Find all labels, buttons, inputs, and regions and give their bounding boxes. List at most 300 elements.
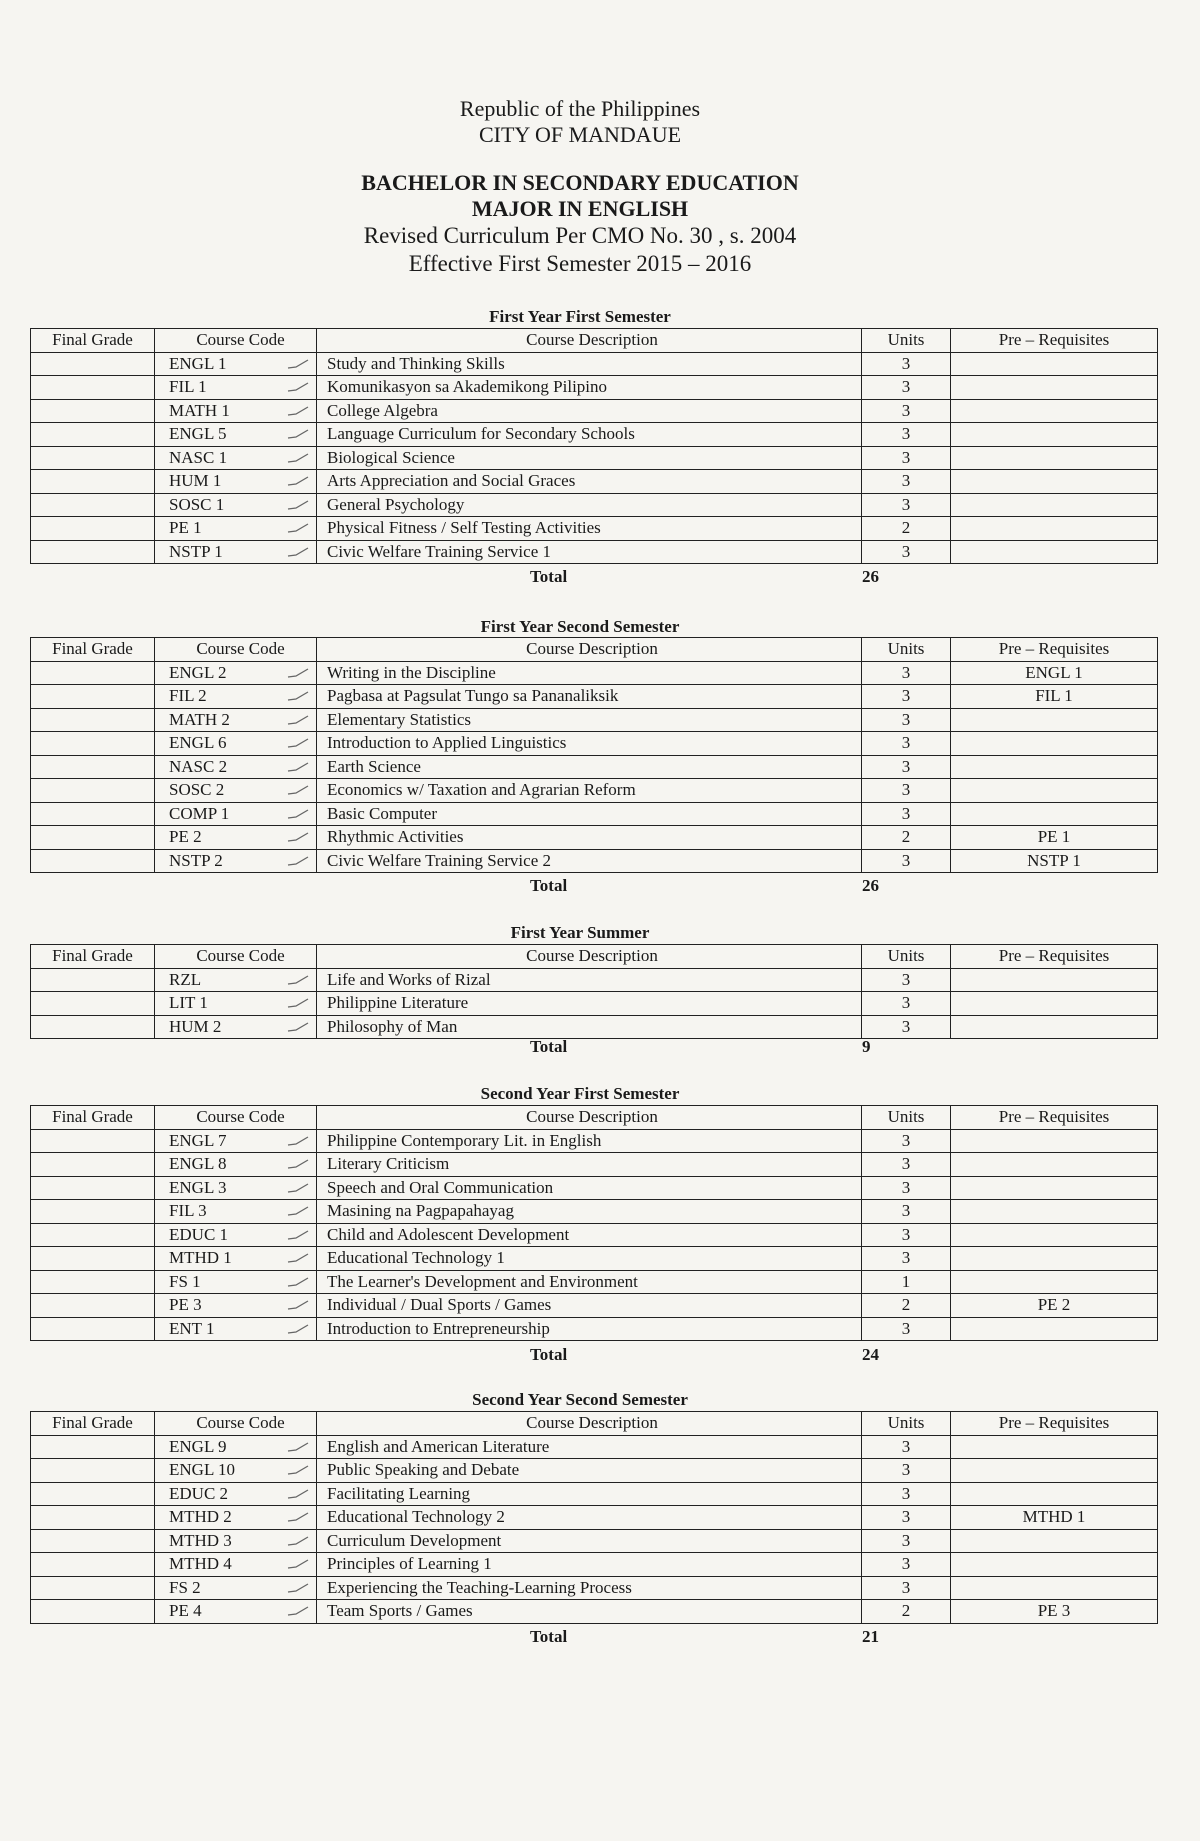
table-header-row	[31, 1106, 1158, 1130]
course-description: Public Speaking and Debate	[317, 1459, 862, 1483]
table-row	[31, 1270, 1158, 1294]
course-units: 3	[862, 1176, 951, 1200]
semester-title: First Year First Semester	[489, 307, 671, 326]
course-prerequisite	[951, 352, 1158, 376]
check-mark-icon	[286, 1252, 310, 1264]
semester-title: First Year Summer	[510, 923, 650, 942]
total-row	[0, 1345, 1160, 1367]
table-header-row	[31, 329, 1158, 353]
course-description: Arts Appreciation and Social Graces	[317, 470, 862, 494]
table-row	[31, 1553, 1158, 1577]
col-units: Units	[862, 1412, 951, 1436]
course-code: MATH 1	[169, 400, 230, 420]
course-units: 3	[862, 1435, 951, 1459]
final-grade-cell	[31, 1247, 155, 1271]
course-code-cell	[155, 1529, 317, 1553]
course-description: Komunikasyon sa Akademikong Pilipino	[317, 376, 862, 400]
course-code: ENGL 8	[169, 1154, 227, 1174]
course-prerequisite	[951, 1317, 1158, 1341]
course-units: 3	[862, 708, 951, 732]
total-label: Total	[530, 1037, 568, 1056]
total-label: Total	[530, 1345, 568, 1364]
table-header-row	[31, 1412, 1158, 1436]
course-code: PE 1	[169, 518, 202, 538]
revision-line: Revised Curriculum Per CMO No. 30 , s. 2004	[363, 223, 797, 248]
course-code: PE 2	[169, 827, 202, 847]
col-course-description: Course Description	[317, 638, 862, 662]
col-course-code: Course Code	[155, 1106, 317, 1130]
final-grade-cell	[31, 1153, 155, 1177]
course-prerequisite	[951, 992, 1158, 1016]
course-code-cell	[155, 540, 317, 564]
final-grade-cell	[31, 1506, 155, 1530]
course-code-cell	[155, 826, 317, 850]
course-code-cell	[155, 1223, 317, 1247]
check-mark-icon	[286, 546, 310, 558]
check-mark-icon	[286, 428, 310, 440]
course-code: HUM 2	[169, 1016, 222, 1036]
table-row	[31, 1600, 1158, 1624]
check-mark-icon	[286, 808, 310, 820]
course-description: Introduction to Applied Linguistics	[317, 732, 862, 756]
course-units: 3	[862, 755, 951, 779]
final-grade-cell	[31, 1294, 155, 1318]
final-grade-cell	[31, 1529, 155, 1553]
check-mark-icon	[286, 452, 310, 464]
total-units: 24	[862, 1345, 879, 1364]
table-row	[31, 352, 1158, 376]
course-code-cell	[155, 1600, 317, 1624]
course-code-cell	[155, 1459, 317, 1483]
course-units: 3	[862, 376, 951, 400]
table-row	[31, 968, 1158, 992]
course-description: Civic Welfare Training Service 1	[317, 540, 862, 564]
course-units: 3	[862, 968, 951, 992]
course-units: 3	[862, 470, 951, 494]
course-description: Pagbasa at Pagsulat Tungo sa Pananaliksik	[317, 685, 862, 709]
final-grade-cell	[31, 802, 155, 826]
course-code-cell	[155, 1129, 317, 1153]
final-grade-cell	[31, 755, 155, 779]
table-row	[31, 661, 1158, 685]
course-code-cell	[155, 493, 317, 517]
final-grade-cell	[31, 1435, 155, 1459]
course-code: FS 2	[169, 1577, 201, 1597]
course-code: PE 4	[169, 1601, 202, 1621]
table-row	[31, 1129, 1158, 1153]
col-units: Units	[862, 638, 951, 662]
course-code-cell	[155, 1506, 317, 1530]
col-prerequisites: Pre – Requisites	[951, 329, 1158, 353]
course-code-cell	[155, 446, 317, 470]
table-row	[31, 685, 1158, 709]
table-row	[31, 755, 1158, 779]
course-prerequisite	[951, 1015, 1158, 1039]
course-code-cell	[155, 1553, 317, 1577]
course-code-cell	[155, 685, 317, 709]
major-title: MAJOR IN ENGLISH	[471, 196, 689, 221]
check-mark-icon	[286, 1182, 310, 1194]
total-label: Total	[530, 567, 568, 586]
check-mark-icon	[286, 405, 310, 417]
col-units: Units	[862, 945, 951, 969]
course-prerequisite	[951, 493, 1158, 517]
course-code: RZL	[169, 969, 202, 989]
final-grade-cell	[31, 1600, 155, 1624]
course-prerequisite	[951, 540, 1158, 564]
course-units: 3	[862, 1459, 951, 1483]
total-row	[0, 1037, 1160, 1059]
course-units: 2	[862, 826, 951, 850]
course-units: 3	[862, 1129, 951, 1153]
course-table	[30, 637, 1158, 873]
course-code: FS 1	[169, 1271, 201, 1291]
course-code-cell	[155, 1294, 317, 1318]
course-prerequisite: ENGL 1	[951, 661, 1158, 685]
semester-title: First Year Second Semester	[480, 617, 680, 636]
total-row	[0, 876, 1160, 898]
course-code-cell	[155, 1435, 317, 1459]
course-prerequisite	[951, 802, 1158, 826]
total-row	[0, 1627, 1160, 1649]
table-row	[31, 1247, 1158, 1271]
check-mark-icon	[286, 784, 310, 796]
final-grade-cell	[31, 685, 155, 709]
check-mark-icon	[286, 761, 310, 773]
table-row	[31, 1015, 1158, 1039]
course-description: Experiencing the Teaching-Learning Process	[317, 1576, 862, 1600]
final-grade-cell	[31, 1553, 155, 1577]
check-mark-icon	[286, 1276, 310, 1288]
course-units: 3	[862, 423, 951, 447]
course-prerequisite	[951, 1270, 1158, 1294]
course-units: 3	[862, 1223, 951, 1247]
check-mark-icon	[286, 1323, 310, 1335]
final-grade-cell	[31, 1129, 155, 1153]
course-description: Study and Thinking Skills	[317, 352, 862, 376]
course-description: Literary Criticism	[317, 1153, 862, 1177]
table-row	[31, 446, 1158, 470]
final-grade-cell	[31, 1459, 155, 1483]
course-code: PE 3	[169, 1295, 202, 1315]
course-description: Philosophy of Man	[317, 1015, 862, 1039]
final-grade-cell	[31, 517, 155, 541]
table-row	[31, 1294, 1158, 1318]
final-grade-cell	[31, 1482, 155, 1506]
course-description: Educational Technology 2	[317, 1506, 862, 1530]
course-code-cell	[155, 661, 317, 685]
course-table	[30, 944, 1158, 1039]
table-row	[31, 779, 1158, 803]
course-units: 3	[862, 992, 951, 1016]
course-units: 3	[862, 1506, 951, 1530]
course-prerequisite: PE 3	[951, 1600, 1158, 1624]
course-code: MTHD 1	[169, 1248, 232, 1268]
table-row	[31, 849, 1158, 873]
final-grade-cell	[31, 661, 155, 685]
course-code-cell	[155, 779, 317, 803]
course-description: Masining na Pagpapahayag	[317, 1200, 862, 1224]
course-units: 2	[862, 1600, 951, 1624]
course-prerequisite	[951, 517, 1158, 541]
course-code: MATH 2	[169, 709, 230, 729]
course-units: 3	[862, 540, 951, 564]
course-prerequisite	[951, 399, 1158, 423]
col-course-code: Course Code	[155, 638, 317, 662]
course-prerequisite	[951, 1129, 1158, 1153]
check-mark-icon	[286, 855, 310, 867]
course-prerequisite	[951, 1459, 1158, 1483]
col-final-grade: Final Grade	[31, 638, 155, 662]
course-table	[30, 1411, 1158, 1624]
total-label: Total	[530, 876, 568, 895]
course-code-cell	[155, 1176, 317, 1200]
final-grade-cell	[31, 1576, 155, 1600]
final-grade-cell	[31, 352, 155, 376]
effective-line: Effective First Semester 2015 – 2016	[408, 251, 752, 276]
check-mark-icon	[286, 1511, 310, 1523]
course-description: Introduction to Entrepreneurship	[317, 1317, 862, 1341]
course-units: 3	[862, 493, 951, 517]
col-units: Units	[862, 329, 951, 353]
course-prerequisite	[951, 1435, 1158, 1459]
final-grade-cell	[31, 992, 155, 1016]
course-code-cell	[155, 1247, 317, 1271]
course-code: EDUC 2	[169, 1483, 229, 1503]
course-prerequisite	[951, 1576, 1158, 1600]
course-prerequisite	[951, 376, 1158, 400]
course-description: College Algebra	[317, 399, 862, 423]
table-row	[31, 1176, 1158, 1200]
col-prerequisites: Pre – Requisites	[951, 1412, 1158, 1436]
table-row	[31, 423, 1158, 447]
final-grade-cell	[31, 540, 155, 564]
check-mark-icon	[286, 714, 310, 726]
table-row	[31, 1200, 1158, 1224]
course-prerequisite	[951, 446, 1158, 470]
table-row	[31, 1153, 1158, 1177]
course-units: 1	[862, 1270, 951, 1294]
course-code-cell	[155, 376, 317, 400]
course-description: Educational Technology 1	[317, 1247, 862, 1271]
course-description: Child and Adolescent Development	[317, 1223, 862, 1247]
final-grade-cell	[31, 732, 155, 756]
col-prerequisites: Pre – Requisites	[951, 1106, 1158, 1130]
course-description: Speech and Oral Communication	[317, 1176, 862, 1200]
total-units: 21	[862, 1627, 879, 1646]
course-units: 3	[862, 685, 951, 709]
final-grade-cell	[31, 493, 155, 517]
table-header-row	[31, 945, 1158, 969]
check-mark-icon	[286, 1535, 310, 1547]
course-code: FIL 3	[169, 1201, 207, 1221]
col-course-code: Course Code	[155, 945, 317, 969]
check-mark-icon	[286, 522, 310, 534]
check-mark-icon	[286, 690, 310, 702]
total-row	[0, 567, 1160, 589]
table-row	[31, 1529, 1158, 1553]
document-header	[0, 96, 1160, 278]
col-prerequisites: Pre – Requisites	[951, 638, 1158, 662]
col-prerequisites: Pre – Requisites	[951, 945, 1158, 969]
course-code: NASC 2	[169, 756, 228, 776]
course-code: FIL 2	[169, 686, 207, 706]
course-code-cell	[155, 1482, 317, 1506]
table-row	[31, 399, 1158, 423]
total-label: Total	[530, 1627, 568, 1646]
course-units: 3	[862, 732, 951, 756]
final-grade-cell	[31, 849, 155, 873]
semester-title: Second Year Second Semester	[472, 1390, 688, 1409]
col-course-description: Course Description	[317, 329, 862, 353]
course-code: SOSC 1	[169, 494, 225, 514]
final-grade-cell	[31, 423, 155, 447]
final-grade-cell	[31, 399, 155, 423]
course-code: EDUC 1	[169, 1224, 229, 1244]
course-prerequisite	[951, 968, 1158, 992]
check-mark-icon	[286, 831, 310, 843]
course-prerequisite: MTHD 1	[951, 1506, 1158, 1530]
course-description: The Learner's Development and Environment	[317, 1270, 862, 1294]
course-units: 3	[862, 446, 951, 470]
col-course-description: Course Description	[317, 945, 862, 969]
check-mark-icon	[286, 737, 310, 749]
course-code-cell	[155, 1576, 317, 1600]
course-code: ENGL 2	[169, 662, 227, 682]
table-row	[31, 826, 1158, 850]
course-description: Team Sports / Games	[317, 1600, 862, 1624]
table-row	[31, 1459, 1158, 1483]
col-final-grade: Final Grade	[31, 945, 155, 969]
table-row	[31, 376, 1158, 400]
final-grade-cell	[31, 1015, 155, 1039]
total-units: 26	[862, 876, 879, 895]
course-code: ENGL 7	[169, 1130, 227, 1150]
course-units: 3	[862, 1153, 951, 1177]
course-description: Biological Science	[317, 446, 862, 470]
table-row	[31, 517, 1158, 541]
col-course-code: Course Code	[155, 329, 317, 353]
table-row	[31, 493, 1158, 517]
course-code: MTHD 4	[169, 1554, 232, 1574]
col-final-grade: Final Grade	[31, 329, 155, 353]
check-mark-icon	[286, 381, 310, 393]
course-code: ENGL 3	[169, 1177, 227, 1197]
check-mark-icon	[286, 667, 310, 679]
final-grade-cell	[31, 1176, 155, 1200]
check-mark-icon	[286, 1135, 310, 1147]
course-code-cell	[155, 399, 317, 423]
course-code: ENGL 10	[169, 1460, 235, 1480]
course-code-cell	[155, 1015, 317, 1039]
course-prerequisite	[951, 470, 1158, 494]
course-code: ENGL 5	[169, 424, 227, 444]
course-prerequisite	[951, 1153, 1158, 1177]
check-mark-icon	[286, 1229, 310, 1241]
course-code-cell	[155, 1153, 317, 1177]
final-grade-cell	[31, 446, 155, 470]
table-row	[31, 1317, 1158, 1341]
table-header-row	[31, 638, 1158, 662]
final-grade-cell	[31, 1317, 155, 1341]
course-prerequisite: NSTP 1	[951, 849, 1158, 873]
course-table	[30, 328, 1158, 564]
course-prerequisite	[951, 1247, 1158, 1271]
course-code: COMP 1	[169, 803, 230, 823]
course-prerequisite: FIL 1	[951, 685, 1158, 709]
course-description: Principles of Learning 1	[317, 1553, 862, 1577]
course-table	[30, 1105, 1158, 1341]
course-prerequisite	[951, 1529, 1158, 1553]
course-units: 3	[862, 1247, 951, 1271]
course-units: 3	[862, 1317, 951, 1341]
total-units: 9	[862, 1037, 871, 1056]
check-mark-icon	[286, 1605, 310, 1617]
republic-line: Republic of the Philippines	[459, 96, 701, 121]
city-line: CITY OF MANDAUE	[478, 122, 682, 147]
check-mark-icon	[286, 1558, 310, 1570]
course-units: 3	[862, 779, 951, 803]
course-description: Civic Welfare Training Service 2	[317, 849, 862, 873]
check-mark-icon	[286, 1205, 310, 1217]
course-description: Writing in the Discipline	[317, 661, 862, 685]
col-course-description: Course Description	[317, 1106, 862, 1130]
final-grade-cell	[31, 968, 155, 992]
course-prerequisite	[951, 1482, 1158, 1506]
course-code: HUM 1	[169, 471, 222, 491]
check-mark-icon	[286, 1441, 310, 1453]
course-code: FIL 1	[169, 377, 207, 397]
course-description: Language Curriculum for Secondary Schools	[317, 423, 862, 447]
course-code-cell	[155, 849, 317, 873]
course-description: Physical Fitness / Self Testing Activities	[317, 517, 862, 541]
course-code-cell	[155, 1200, 317, 1224]
course-prerequisite	[951, 1176, 1158, 1200]
course-description: Philippine Contemporary Lit. in English	[317, 1129, 862, 1153]
course-prerequisite	[951, 779, 1158, 803]
course-description: Philippine Literature	[317, 992, 862, 1016]
table-row	[31, 1223, 1158, 1247]
course-code: MTHD 2	[169, 1507, 232, 1527]
final-grade-cell	[31, 779, 155, 803]
course-code: NSTP 1	[169, 541, 223, 561]
course-prerequisite: PE 1	[951, 826, 1158, 850]
table-row	[31, 1435, 1158, 1459]
course-units: 3	[862, 802, 951, 826]
course-code-cell	[155, 968, 317, 992]
total-units: 26	[862, 567, 879, 586]
course-code-cell	[155, 708, 317, 732]
check-mark-icon	[286, 475, 310, 487]
course-code-cell	[155, 732, 317, 756]
course-code: NSTP 2	[169, 850, 223, 870]
final-grade-cell	[31, 1200, 155, 1224]
table-row	[31, 1506, 1158, 1530]
col-units: Units	[862, 1106, 951, 1130]
final-grade-cell	[31, 376, 155, 400]
table-row	[31, 540, 1158, 564]
col-final-grade: Final Grade	[31, 1106, 155, 1130]
check-mark-icon	[286, 997, 310, 1009]
course-description: Curriculum Development	[317, 1529, 862, 1553]
course-description: General Psychology	[317, 493, 862, 517]
course-prerequisite	[951, 423, 1158, 447]
col-course-code: Course Code	[155, 1412, 317, 1436]
course-code: ENT 1	[169, 1318, 215, 1338]
check-mark-icon	[286, 1299, 310, 1311]
table-row	[31, 992, 1158, 1016]
course-prerequisite: PE 2	[951, 1294, 1158, 1318]
